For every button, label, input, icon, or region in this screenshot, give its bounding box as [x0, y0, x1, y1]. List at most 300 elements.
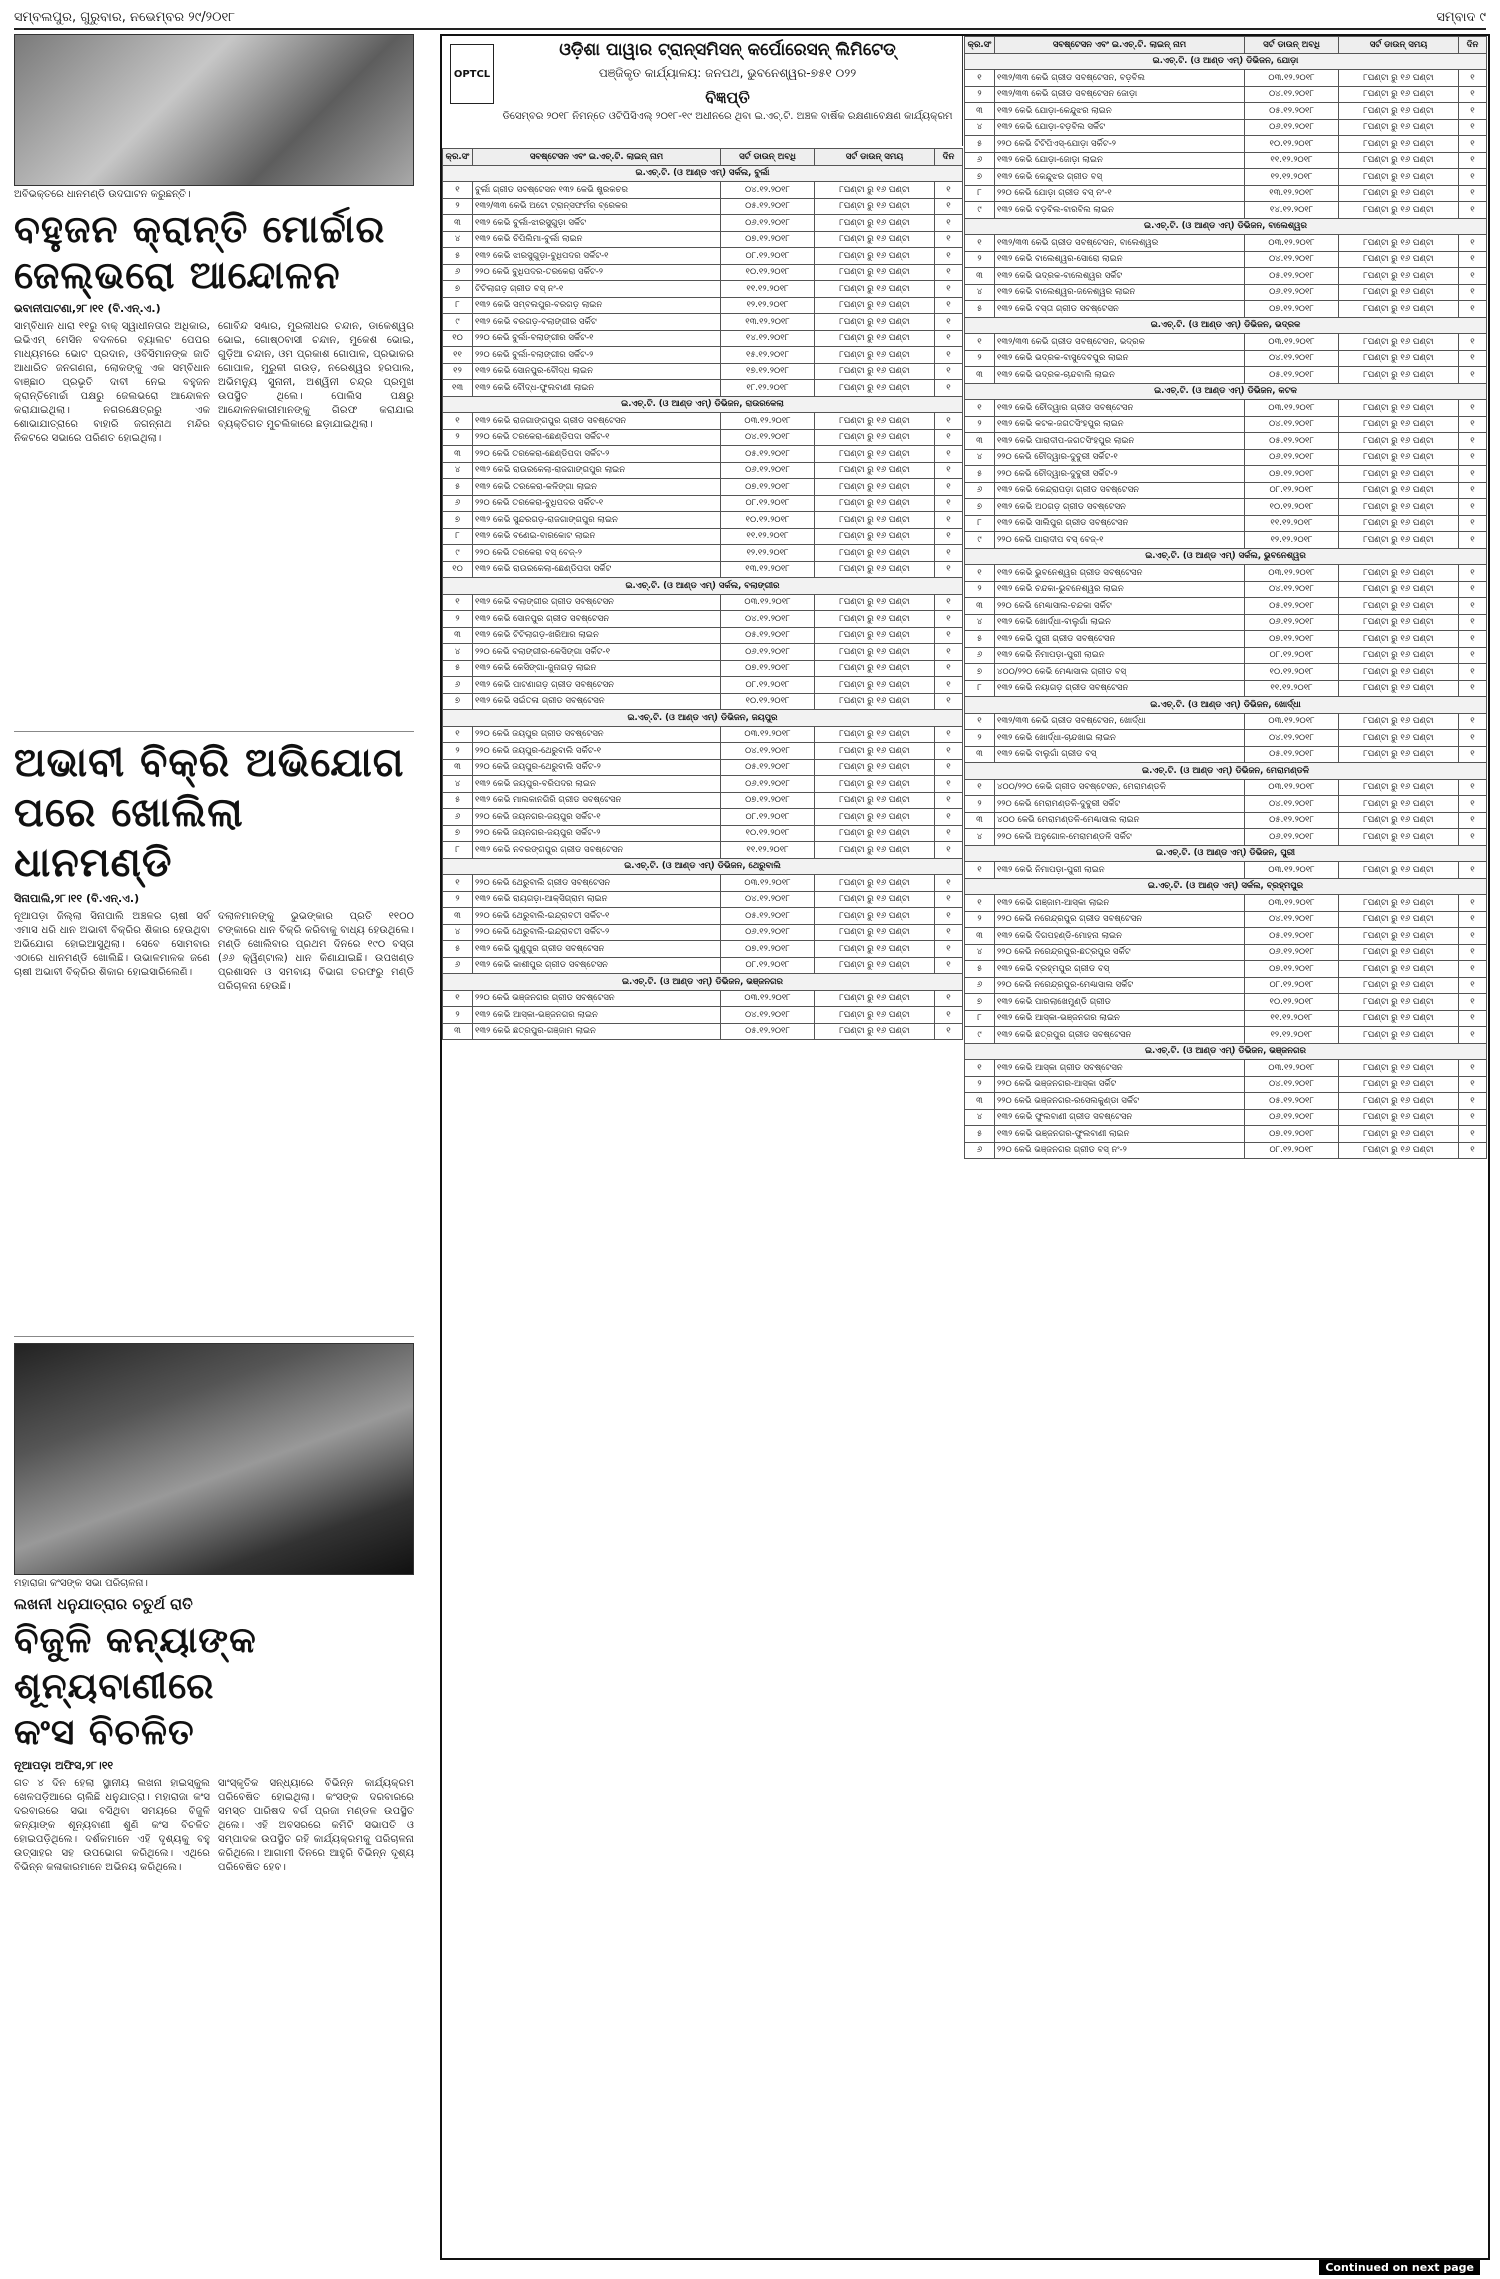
cell-date: ୦୮.୧୨.୨୦୧୮ [721, 809, 815, 826]
cell-sl: ୬ [965, 152, 995, 169]
table-row [965, 152, 1487, 169]
section-title: ଇ.ଏଚ୍.ଟି. (ଓ ଆଣ୍ଡ ଏମ୍) ଡିଭିଜନ, ପୁରୀ [965, 845, 1487, 862]
cell-line: ୨୨୦ କେଭି ଜୟପୁର-ଥେରୁବାଲି ସର୍କିଟ-୨ [473, 759, 721, 776]
cell-day: ୧ [935, 446, 963, 463]
table-row [443, 825, 963, 842]
cell-sl: ୧ [443, 990, 473, 1007]
cell-sl: ୯ [443, 545, 473, 562]
cell-date: ୦୬.୧୨.୨୦୧୮ [1245, 449, 1339, 466]
cell-day: ୧ [1459, 911, 1487, 928]
cell-line: ୧୩୨ କେଭି ଚୌଦ୍ୱାର ଗ୍ରୀଡ ସବଷ୍ଟେସନ [995, 400, 1245, 417]
cell-time: ୮ଘଣ୍ଟା ରୁ ୧୬ ଘଣ୍ଟା [1339, 334, 1459, 351]
cell-date: ୧୩.୧୨.୨୦୧୮ [721, 561, 815, 578]
table-row [443, 594, 963, 611]
cell-date: ୦୪.୧୨.୨୦୧୮ [1245, 730, 1339, 747]
cell-day: ୧ [1459, 136, 1487, 153]
shutdown-table-right [964, 36, 1487, 1159]
cell-time: ୮ଘଣ୍ଟା ରୁ ୧୬ ଘଣ୍ଟା [815, 1023, 935, 1040]
table-row [443, 330, 963, 347]
col-header: ଦିନ [1459, 37, 1487, 54]
headline: ଅଭାବୀ ବିକ୍ରି ଅଭିଯୋଗ ପରେ ଖୋଲିଲା ଧାନମଣ୍ଡି [14, 739, 405, 886]
cell-sl: ୫ [443, 792, 473, 809]
cell-date: ୧୦.୧୨.୨୦୧୮ [1245, 499, 1339, 516]
table-row [965, 466, 1487, 483]
cell-time: ୮ଘଣ୍ଟା ରୁ ୧୬ ଘଣ୍ଟା [815, 297, 935, 314]
cell-date: ୦୩.୧୨.୨୦୧୮ [1245, 334, 1339, 351]
cell-day: ୧ [1459, 532, 1487, 549]
photo-caption: ଅବିଭକ୍ତରେ ଧାନମଣ୍ଡି ଉଦଘାଟନ କରୁଛନ୍ତି। [14, 189, 191, 200]
table-row [443, 1023, 963, 1040]
cell-date: ୧୧.୧୨.୨୦୧୮ [1245, 680, 1339, 697]
cell-sl: ୨ [443, 891, 473, 908]
cell-date: ୧୫.୧୨.୨୦୧୮ [721, 347, 815, 364]
cell-time: ୮ଘଣ୍ଟା ରୁ ୧୬ ଘଣ୍ଟା [1339, 449, 1459, 466]
table-row [965, 647, 1487, 664]
table-row [443, 215, 963, 232]
cell-day: ୧ [935, 182, 963, 199]
cell-time: ୮ଘଣ୍ଟା ରୁ ୧୬ ଘଣ୍ଟା [1339, 1093, 1459, 1110]
cell-time: ୮ଘଣ୍ଟା ରୁ ୧୬ ଘଣ୍ଟା [1339, 268, 1459, 285]
table-row [965, 730, 1487, 747]
cell-sl: ୩ [965, 746, 995, 763]
cell-sl: ୨ [965, 581, 995, 598]
cell-date: ୧୧.୧୨.୨୦୧୮ [1245, 515, 1339, 532]
cell-time: ୮ଘଣ୍ଟା ରୁ ୧୬ ଘଣ୍ଟା [1339, 664, 1459, 681]
cell-sl: ୭ [965, 499, 995, 516]
cell-time: ୮ଘଣ୍ଟା ରୁ ୧୬ ଘଣ୍ଟା [1339, 136, 1459, 153]
cell-line: ୧୩୨ କେଭି ଭଦ୍ରକ-ବାଲେଶ୍ୱର ସର୍କିଟ [995, 268, 1245, 285]
table-row [443, 413, 963, 430]
cell-line: ୨୨୦ କେଭି ବୁଧିପଦର-ତରକେରା ସର୍କିଟ-୨ [473, 264, 721, 281]
cell-line: ୧୩୨ କେଭି ଭଞ୍ଜନଗର-ଫୁଲବାଣୀ ଲାଇନ [995, 1126, 1245, 1143]
cell-time: ୮ଘଣ୍ଟା ରୁ ୧୬ ଘଣ୍ଟା [815, 215, 935, 232]
cell-date: ୦୭.୧୨.୨୦୧୮ [1245, 466, 1339, 483]
shutdown-table-left [442, 148, 963, 1040]
cell-line: ୧୩୨ କେଭି ବଲାଙ୍ଗୀର ଗ୍ରୀଡ ସବଷ୍ଟେସନ [473, 594, 721, 611]
cell-sl: ୧ [965, 565, 995, 582]
cell-time: ୮ଘଣ୍ଟା ରୁ ୧୬ ଘଣ୍ଟା [1339, 1109, 1459, 1126]
section-row [965, 53, 1487, 70]
cell-time: ୮ଘଣ୍ଟା ରୁ ୧୬ ଘଣ୍ଟା [815, 561, 935, 578]
cell-date: ୦୩.୧୨.୨୦୧୮ [1245, 565, 1339, 582]
cell-day: ୧ [1459, 1142, 1487, 1159]
cell-sl: ୩ [443, 759, 473, 776]
cell-line: ୨୨୦ କେଭି ଚୌଦ୍ୱାର-ଦୁବୁରୀ ସର୍କିଟ-୧ [995, 449, 1245, 466]
cell-line: ୧୩୨ କେଭି ରାୟଗଡ଼ା-ଆକ୍ସିଗ୍ରାମ ଲାଇନ [473, 891, 721, 908]
table-row [965, 499, 1487, 516]
cell-date: ୧୦.୧୨.୨୦୧୮ [721, 512, 815, 529]
cell-time: ୮ଘଣ୍ଟା ରୁ ୧୬ ଘଣ୍ଟା [815, 462, 935, 479]
cell-line: ୨୨୦ କେଭି ଜୟନଗର-ଜୟପୁର ସର୍କିଟ-୧ [473, 809, 721, 826]
table-row [965, 598, 1487, 615]
cell-sl: ୩ [965, 433, 995, 450]
table-row [965, 944, 1487, 961]
cell-date: ୦୮.୧୨.୨୦୧୮ [721, 495, 815, 512]
cell-date: ୦୫.୧୨.୨୦୧୮ [1245, 598, 1339, 615]
cell-day: ୧ [1459, 70, 1487, 87]
cell-line: ୨୨୦ କେଭି ଯୋଡ଼ା ଗ୍ରୀଡ ବସ୍ ନଂ-୧ [995, 185, 1245, 202]
section-title: ଇ.ଏଚ୍.ଟି. (ଓ ଆଣ୍ଡ ଏମ୍) ଡିଭିଜନ, ମେରାମଣ୍ଡଳି [965, 763, 1487, 780]
cell-date: ୧୨.୧୨.୨୦୧୮ [721, 297, 815, 314]
cell-sl: ୫ [965, 631, 995, 648]
cell-line: ୧୩୨ କେଭି ଭଦ୍ରକ-ବାସୁଦେବପୁର ଲାଇନ [995, 350, 1245, 367]
cell-date: ୦୭.୧୨.୨୦୧୮ [721, 792, 815, 809]
cell-sl: ୮ [965, 680, 995, 697]
table-row [965, 251, 1487, 268]
cell-date: ୦୪.୧୨.୨୦୧୮ [721, 182, 815, 199]
cell-day: ୧ [935, 297, 963, 314]
cell-day: ୧ [935, 660, 963, 677]
section-row [443, 396, 963, 413]
section-row [965, 845, 1487, 862]
section-title: ଇ.ଏଚ୍.ଟି. (ଓ ଆଣ୍ଡ ଏମ୍) ସର୍କଲ, ବୁର୍ଲା [443, 165, 963, 182]
table-row [965, 1010, 1487, 1027]
kicker: ଲଖନୀ ଧନୁଯାତ୍ରାର ଚତୁର୍ଥ ରାତି [14, 1595, 193, 1613]
cell-time: ୮ଘଣ୍ଟା ରୁ ୧୬ ଘଣ୍ଟା [815, 627, 935, 644]
cell-date: ୦୪.୧୨.୨୦୧୮ [721, 1007, 815, 1024]
section-title: ଇ.ଏଚ୍.ଟି. (ଓ ଆଣ୍ଡ ଏମ୍) ସର୍କଲ, ବ୍ରହ୍ମପୁର [965, 878, 1487, 895]
table-row [965, 977, 1487, 994]
cell-day: ୧ [1459, 895, 1487, 912]
cell-sl: ୩ [965, 928, 995, 945]
cell-date: ୦୪.୧୨.୨୦୧୮ [1245, 86, 1339, 103]
cell-line: ୧୩୨ କେଭି କଟକ-ଜଗତସିଂହପୁର ଲାଇନ [995, 416, 1245, 433]
cell-day: ୧ [1459, 598, 1487, 615]
table-row [965, 169, 1487, 186]
cell-line: ୨୨୦ କେଭି ବୁର୍ଲା-ବଲାଙ୍ଗୀର ସର୍କିଟ-୨ [473, 347, 721, 364]
cell-day: ୧ [1459, 829, 1487, 846]
cell-line: ୧୩୨/୩୩ କେଭି ଗ୍ରୀଡ ସବଷ୍ଟେସନ, ବାଲେଶ୍ୱର [995, 235, 1245, 252]
table-row [965, 482, 1487, 499]
table-row [965, 994, 1487, 1011]
cell-date: ୦୫.୧୨.୨୦୧୮ [721, 1023, 815, 1040]
cell-date: ୦୩.୧୨.୨୦୧୮ [1245, 70, 1339, 87]
cell-sl: ୬ [965, 977, 995, 994]
section-row [965, 218, 1487, 235]
cell-date: ୦୪.୧୨.୨୦୧୮ [721, 611, 815, 628]
cell-date: ୦୩.୧୨.୨୦୧୮ [721, 875, 815, 892]
table-row [965, 581, 1487, 598]
cell-sl: ୭ [443, 281, 473, 298]
cell-day: ୧ [1459, 796, 1487, 813]
cell-sl: ୧୨ [443, 363, 473, 380]
cell-time: ୮ଘଣ୍ଟା ରୁ ୧୬ ଘଣ୍ଟା [1339, 466, 1459, 483]
cell-day: ୧ [1459, 86, 1487, 103]
cell-date: ୦୫.୧୨.୨୦୧୮ [1245, 928, 1339, 945]
cell-day: ୧ [935, 429, 963, 446]
cell-line: ୧୩୨ କେଭି ଆସ୍କା-ଭଞ୍ଜନଗର ଲାଇନ [995, 1010, 1245, 1027]
cell-line: ୧୩୨ କେଭି କାଶୀପୁର ଗ୍ରୀଡ ସବଷ୍ଟେସନ [473, 957, 721, 974]
table-row [965, 664, 1487, 681]
table-row [443, 363, 963, 380]
cell-time: ୮ଘଣ୍ଟା ରୁ ୧୬ ଘଣ୍ଟା [1339, 631, 1459, 648]
cell-day: ୧ [935, 644, 963, 661]
cell-sl: ୬ [443, 809, 473, 826]
table-row [443, 429, 963, 446]
cell-day: ୧ [935, 545, 963, 562]
cell-line: ୪୦୦/୨୨୦ କେଭି ମେଣ୍ଢାସାଲ ଗ୍ରୀଡ ବସ୍ [995, 664, 1245, 681]
cell-sl: ୧୦ [443, 561, 473, 578]
cell-line: ୧୩୨ କେଭି ଯୋଡ଼ା-ବଡ଼ବିଲ ସର୍କିଟ [995, 119, 1245, 136]
table-row [443, 198, 963, 215]
cell-line: ୨୨୦ କେଭି ଜୟପୁର-ଥେରୁବାଲି ସର୍କିଟ-୧ [473, 743, 721, 760]
cell-sl: ୧୧ [443, 347, 473, 364]
page-number: ସମ୍ବାଦ ୯ [1436, 9, 1486, 25]
section-title: ଇ.ଏଚ୍.ଟି. (ଓ ଆଣ୍ଡ ଏମ୍) ସର୍କଲ, ବଲାଙ୍ଗୀର [443, 578, 963, 595]
cell-sl: ୮ [965, 515, 995, 532]
cell-line: ୧୩୨ କେଭି ଛତ୍ରପୁର-ଗଞ୍ଜାମ ଲାଇନ [473, 1023, 721, 1040]
cell-date: ୦୮.୧୨.୨୦୧୮ [1245, 977, 1339, 994]
continued-label: Continued on next page [1319, 2260, 1480, 2275]
cell-line: ୧୩୨ କେଭି ଭଦ୍ରକ-ଚାନ୍ଦବାଲି ଲାଇନ [995, 367, 1245, 384]
table-row [443, 231, 963, 248]
cell-day: ୧ [935, 215, 963, 232]
cell-date: ୦୩.୧୨.୨୦୧୮ [1245, 779, 1339, 796]
cell-day: ୧ [935, 330, 963, 347]
cell-line: ୧୩୨ କେଭି ମାଲକାନଗିରି ଗ୍ରୀଡ ସବଷ୍ଟେସନ [473, 792, 721, 809]
cell-sl: ୨ [965, 251, 995, 268]
col-header: ସର୍ଟ ଡାଉନ୍ ସମୟ [815, 149, 935, 166]
cell-date: ୦୪.୧୨.୨୦୧୮ [1245, 350, 1339, 367]
cell-time: ୮ଘଣ୍ଟା ରୁ ୧୬ ଘଣ୍ଟା [815, 446, 935, 463]
cell-line: ୧୩୨ କେଭି ଜୟପୁର-ବରିପଦର ଲାଇନ [473, 776, 721, 793]
cell-time: ୮ଘଣ୍ଟା ରୁ ୧୬ ଘଣ୍ଟା [1339, 202, 1459, 219]
table-row [965, 202, 1487, 219]
cell-time: ୮ଘଣ୍ଟା ରୁ ୧୬ ଘଣ୍ଟା [1339, 779, 1459, 796]
cell-date: ୧୧.୧୨.୨୦୧୮ [1245, 1010, 1339, 1027]
cell-date: ୦୪.୧୨.୨୦୧୮ [1245, 251, 1339, 268]
table-row [965, 1126, 1487, 1143]
table-row [443, 264, 963, 281]
cell-line: ୧୩୨ କେଭି ରାଉରକେଲା-ରାଜଗାଙ୍ଗପୁର ଲାଇନ [473, 462, 721, 479]
cell-day: ୧ [935, 809, 963, 826]
cell-line: ୧୩୨/୩୩ କେଭି ଗ୍ରୀଡ ସବଷ୍ଟେସନ ଜୋଡ଼ା [995, 86, 1245, 103]
cell-line: ୧୩୨ କେଭି ରାଜଗାଙ୍ଗପୁର ଗ୍ରୀଡ ସବଷ୍ଟେସନ [473, 413, 721, 430]
cell-date: ୦୩.୧୨.୨୦୧୮ [721, 594, 815, 611]
cell-sl: ୨ [965, 796, 995, 813]
cell-date: ୦୬.୧୨.୨୦୧୮ [1245, 119, 1339, 136]
table-row [965, 433, 1487, 450]
cell-time: ୮ଘଣ୍ଟା ରୁ ୧୬ ଘଣ୍ଟା [815, 792, 935, 809]
table-row [443, 990, 963, 1007]
cell-time: ୮ଘଣ୍ଟା ରୁ ୧୬ ଘଣ୍ଟା [815, 776, 935, 793]
cell-sl: ୧ [443, 413, 473, 430]
col-header: ସବଷ୍ଟେସନ ଏବଂ ଇ.ଏଚ୍.ଟି. ଲାଇନ୍ ନାମ [473, 149, 721, 166]
cell-time: ୮ଘଣ୍ଟା ରୁ ୧୬ ଘଣ୍ଟା [1339, 1142, 1459, 1159]
section-row [965, 548, 1487, 565]
cell-time: ୮ଘଣ୍ଟା ରୁ ୧୬ ଘଣ୍ଟା [1339, 1010, 1459, 1027]
table-row [443, 495, 963, 512]
cell-date: ୧୧.୧୨.୨୦୧୮ [721, 842, 815, 859]
cell-date: ୧୪.୧୨.୨୦୧୮ [721, 330, 815, 347]
cell-day: ୧ [1459, 1060, 1487, 1077]
cell-time: ୮ଘଣ୍ଟା ରୁ ୧୬ ଘଣ୍ଟା [815, 644, 935, 661]
cell-sl: ୩ [965, 598, 995, 615]
cell-line: ୧୩୨ କେଭି ଚନ୍ଦକା-ଭୁବନେଶ୍ୱର ଲାଇନ [995, 581, 1245, 598]
cell-line: ୧୩୨ କେଭି ତରକେରା-କଳିଙ୍ଗା ଲାଇନ [473, 479, 721, 496]
cell-day: ୧ [935, 792, 963, 809]
cell-day: ୧ [1459, 482, 1487, 499]
notice-header [442, 36, 963, 146]
cell-time: ୮ଘଣ୍ଟା ରୁ ୧୬ ଘଣ୍ଟା [815, 429, 935, 446]
table-row [965, 86, 1487, 103]
table-row [965, 284, 1487, 301]
cell-day: ୧ [935, 281, 963, 298]
table-row [443, 743, 963, 760]
cell-sl: ୬ [443, 957, 473, 974]
cell-date: ୦୭.୧୨.୨୦୧୮ [1245, 961, 1339, 978]
table-row [443, 528, 963, 545]
section-title: ଇ.ଏଚ୍.ଟି. (ଓ ଆଣ୍ଡ ଏମ୍) ଡିଭିଜନ, ଥେରୁବାଲି [443, 858, 963, 875]
table-row [965, 334, 1487, 351]
table-row [965, 367, 1487, 384]
cell-line: ୧୩୨ କେଭି ବୌଦ୍ଧ-ଫୁଲବାଣୀ ଲାଇନ [473, 380, 721, 397]
cell-line: ୧୩୨ କେଭି ଆସ୍କା ଗ୍ରୀଡ ସବଷ୍ଟେସନ [995, 1060, 1245, 1077]
cell-date: ୧୨.୧୨.୨୦୧୮ [721, 545, 815, 562]
table-row [443, 776, 963, 793]
table-row [443, 842, 963, 859]
cell-date: ୦୭.୧୨.୨୦୧୮ [721, 231, 815, 248]
cell-day: ୧ [1459, 713, 1487, 730]
cell-time: ୮ଘଣ୍ଟା ରୁ ୧୬ ଘଣ୍ଟା [1339, 680, 1459, 697]
table-row [965, 136, 1487, 153]
cell-day: ୧ [1459, 515, 1487, 532]
cell-time: ୮ଘଣ୍ଟା ରୁ ୧୬ ଘଣ୍ଟା [1339, 103, 1459, 120]
dateline: ସିନାପାଲି,୨୮।୧୧ (ବି.ଏନ୍.ଏ.) [14, 892, 140, 905]
cell-time: ୮ଘଣ୍ଟା ରୁ ୧୬ ଘଣ୍ଟା [1339, 961, 1459, 978]
cell-date: ୦୩.୧୨.୨୦୧୮ [721, 990, 815, 1007]
cell-sl: ୮ [965, 185, 995, 202]
cell-line: ୨୨୦ କେଭି ମେଣ୍ଢାସାଲ-ଚନ୍ଦକା ସର୍କିଟ [995, 598, 1245, 615]
cell-line: ୧୩୨ କେଭି ବାଲେଶ୍ୱର-ସୋରୋ ଲାଇନ [995, 251, 1245, 268]
table-row [443, 380, 963, 397]
table-row [443, 479, 963, 496]
cell-day: ୧ [1459, 961, 1487, 978]
cell-day: ୧ [1459, 1010, 1487, 1027]
cell-sl: ୫ [443, 248, 473, 265]
cell-sl: ୪ [443, 462, 473, 479]
cell-date: ୦୬.୧୨.୨୦୧୮ [721, 215, 815, 232]
table-row [965, 268, 1487, 285]
cell-time: ୮ଘଣ୍ଟା ରୁ ୧୬ ଘଣ୍ଟା [815, 924, 935, 941]
cell-date: ୧୮.୧୨.୨୦୧୮ [721, 380, 815, 397]
cell-time: ୮ଘଣ୍ଟା ରୁ ୧୬ ଘଣ୍ଟା [815, 693, 935, 710]
col-header: ସବଷ୍ଟେସନ ଏବଂ ଇ.ଏଚ୍.ଟି. ଲାଇନ୍ ନାମ [995, 37, 1245, 54]
table-row [443, 561, 963, 578]
cell-day: ୧ [1459, 944, 1487, 961]
cell-line: ୧୩୨ କେଭି ଭୁବନେଶ୍ୱର ଗ୍ରୀଡ ସବଷ୍ଟେସନ [995, 565, 1245, 582]
table-row [443, 792, 963, 809]
cell-sl: ୧ [965, 70, 995, 87]
article-body: ନୂଆପଡ଼ା ଜିଲ୍ଲା ସିନାପାଲି ଅଞ୍ଚଳର ଚାଷୀ ସର୍ବ ଏମାସ ଧରି ଧାନ ଅଭାବୀ ବିକ୍ରିର ଶିକାର ହେଉଥିବା ଅଭିଯୋଗ ହୋଇଆସୁଥିଲା। ସେବେ ସୋମବାର ଏଠାରେ ଧାନମଣ୍ଡି ଖୋଲିଛି। ଉଭାଳମାଳକ ଜଣେ ଚାଷୀ ଅଭାବୀ ବିକ୍ରିର ଶିକାର ହୋଇସାରିଲେଣି। ଦଲାଳମାନଙ୍କୁ ଭୁଭଙ୍କାର ପ୍ରତି ୧୧୦୦ ଟଙ୍କାରେ ଧାନ ବିକ୍ରି କରିବାକୁ ବାଧ୍ୟ ହେଉଥିଲେ। ମଣ୍ଡି ଖୋଲିବାର ପ୍ରଥମ ଦିନରେ ୧୯୦ ବସ୍ତା (୬୬ କ୍ୱିଣ୍ଟାଲ) ଧାନ କିଣାଯାଇଛି। ଉପଖଣ୍ଡ ପ୍ରଶାସନ ଓ ସମବାୟ ବିଭାଗ ତରଫରୁ ମଣ୍ଡି ପରିଚାଳନା ହେଉଛି। [14, 911, 414, 992]
cell-sl: ୩ [965, 812, 995, 829]
article-body: ସାମ୍ବିଧାନ ଧାରା ୧୧ରୁ ବାକ୍ ସ୍ୱାଧୀନତାର ଅଧିକାର, ଇଭିଏମ୍ ମେସିନ ବଦଳରେ ବ୍ୟାଲଟ ପେପର ମାଧ୍ୟମରେ ଭୋଟ ପ୍ରଦାନ, ଓବିସିମାନଙ୍କ ଜାତି ଆଧାରିତ ଜନଗଣନା, ଲୋକଙ୍କୁ ଏକ ସମ୍ବିଧାନ ବାଞ୍ଛାଠ ପ୍ରଭୃତି ଦାବୀ ନେଇ ବହୁଜନ କ୍ରାନ୍ତିମୋର୍ଚ୍ଚା ପକ୍ଷରୁ ଜେଲଭରୋ ଆନ୍ଦୋଳନ କରାଯାଇଥିଲା। ନଗରକ୍ଷେତ୍ରରୁ ଏକ ଶୋଭାଯାତ୍ରାରେ ବାହାରି ଜଗନ୍ନାଥ ମନ୍ଦିର ନିକଟରେ ସଭାରେ ପରିଣତ ହୋଇଥିଲା। ଗୋବିନ୍ଦ ସଣ୍ଢାର, ମୁରଲୀଧର ଚନ୍ଦାନ, ଡାକେଶ୍ୱର ଭୋଇ, ଗୋଷ୍ଠବାସୀ ଚନ୍ଦାନ, ମୁକେଶ ଭୋଇ, ଗୁଡ଼ିଆ ଚନ୍ଦାନ, ଓମ ପ୍ରକାଶ ଗୋପାଳ, ପ୍ରଭାକର ଗୋପାଳ, ମୁରୁଳୀ ଗଉଡ଼, ନରେଶ୍ୱର ହରପାଲ, ଅଭିମନ୍ୟୁ ସୁନାନୀ, ଅଶ୍ୱିନୀ ଚନ୍ଦ୍ର ପ୍ରମୁଖ ଉପସ୍ଥିତ ଥିଲେ। ପୋଲିସ ପକ୍ଷରୁ ଆନ୍ଦୋଳନକାରୀମାନଙ୍କୁ ଗିରଫ କରାଯାଇ ବ୍ୟକ୍ତିଗତ ମୁଚଲିକାରେ ଛଡ଼ାଯାଇଥିଲା। [14, 321, 414, 444]
cell-day: ୧ [1459, 664, 1487, 681]
cell-day: ୧ [935, 611, 963, 628]
cell-line: ୧୩୨ କେଭି ଦିଗପହଣ୍ଡି-ମୋହନା ଲାଇନ [995, 928, 1245, 945]
cell-date: ୧୦.୧୨.୨୦୧୮ [1245, 136, 1339, 153]
cell-date: ୦୩.୧୨.୨୦୧୮ [721, 413, 815, 430]
cell-line: ୨୨୦ କେଭି ଭଞ୍ଜନଗର ଗ୍ରୀଡ ବସ୍ ନଂ-୨ [995, 1142, 1245, 1159]
cell-sl: ୫ [443, 941, 473, 958]
table-row [965, 449, 1487, 466]
cell-time: ୮ଘଣ୍ଟା ରୁ ୧୬ ଘଣ୍ଟା [815, 363, 935, 380]
cell-date: ୦୬.୧୨.୨୦୧୮ [1245, 944, 1339, 961]
cell-line: ୧୩୨/୩୩ କେଭି ଗ୍ରୀଡ ସବଷ୍ଟେସନ, ଭଦ୍ରକ [995, 334, 1245, 351]
cell-time: ୮ଘଣ୍ଟା ରୁ ୧୬ ଘଣ୍ଟା [1339, 416, 1459, 433]
cell-line: ୨୨୦ କେଭି ଥେରୁବାଲି ଗ୍ରୀଡ ସବଷ୍ଟେସନ [473, 875, 721, 892]
cell-sl: ୧ [965, 235, 995, 252]
cell-time: ୮ଘଣ୍ଟା ରୁ ୧୬ ଘଣ୍ଟା [815, 891, 935, 908]
cell-day: ୧ [935, 875, 963, 892]
cell-sl: ୨ [443, 1007, 473, 1024]
cell-day: ୧ [1459, 928, 1487, 945]
cell-line: ୨୨୦ କେଭି ଅନୁଗୋଳ-ମେରାମଣ୍ଡଳି ସର୍କିଟ [995, 829, 1245, 846]
cell-sl: ୩ [965, 367, 995, 384]
cell-time: ୮ଘଣ୍ଟା ରୁ ୧୬ ଘଣ୍ଟା [1339, 532, 1459, 549]
cell-day: ୧ [1459, 449, 1487, 466]
cell-sl: ୪ [965, 944, 995, 961]
cell-day: ୧ [1459, 334, 1487, 351]
cell-sl: ୧ [965, 334, 995, 351]
cell-date: ୧୦.୧୨.୨୦୧୮ [721, 264, 815, 281]
table-row [965, 1109, 1487, 1126]
cell-day: ୧ [935, 825, 963, 842]
cell-sl: ୭ [443, 825, 473, 842]
cell-day: ୧ [935, 1023, 963, 1040]
cell-line: ୧୩୨ କେଭି ବଡ଼ବିଲ-ବାରବିଲ ଲାଇନ [995, 202, 1245, 219]
cell-time: ୮ଘଣ୍ଟା ରୁ ୧୬ ଘଣ୍ଟା [815, 281, 935, 298]
cell-date: ୦୪.୧୨.୨୦୧୮ [721, 743, 815, 760]
cell-time: ୮ଘଣ୍ଟା ରୁ ୧୬ ଘଣ୍ଟା [1339, 944, 1459, 961]
cell-sl: ୯ [965, 202, 995, 219]
cell-day: ୧ [1459, 862, 1487, 879]
cell-date: ୦୭.୧୨.୨୦୧୮ [1245, 301, 1339, 318]
cell-day: ୧ [1459, 581, 1487, 598]
col-header: ସର୍ଟ ଡାଉନ୍ ଅବଧି [721, 149, 815, 166]
table-row [965, 911, 1487, 928]
cell-sl: ୧ [443, 182, 473, 199]
table-row [965, 862, 1487, 879]
cell-date: ୧୦.୧୨.୨୦୧୮ [1245, 994, 1339, 1011]
cell-date: ୦୫.୧୨.୨୦୧୮ [721, 446, 815, 463]
cell-time: ୮ଘଣ୍ଟା ରୁ ୧୬ ଘଣ୍ଟା [1339, 614, 1459, 631]
cell-line: ୧୩୨ କେଭି ଝାରସୁଗୁଡ଼ା-ବୁଧିପଦର ସର୍କିଟ-୧ [473, 248, 721, 265]
cell-line: ୧୩୨ କେଭି ଫୁଲବାଣୀ ଗ୍ରୀଡ ସବଷ୍ଟେସନ [995, 1109, 1245, 1126]
cell-date: ୦୭.୧୨.୨୦୧୮ [721, 479, 815, 496]
cell-line: ୧୩୨ କେଭି ପୁରୀ ଗ୍ରୀଡ ସବଷ୍ଟେସନ [995, 631, 1245, 648]
divider [14, 731, 414, 732]
cell-date: ୦୪.୧୨.୨୦୧୮ [1245, 416, 1339, 433]
table-row [443, 347, 963, 364]
cell-time: ୮ଘଣ୍ଟା ରୁ ୧୬ ଘଣ୍ଟା [815, 809, 935, 826]
optcl-logo: OPTCL [450, 44, 494, 104]
cell-line: ୨୨୦ କେଭି ତରକେରା-ଛେଣ୍ଡିପଦା ସର୍କିଟ-୧ [473, 429, 721, 446]
table-row [965, 70, 1487, 87]
cell-time: ୮ଘଣ୍ଟା ରୁ ୧୬ ଘଣ୍ଟା [1339, 515, 1459, 532]
cell-date: ୦୮.୧୨.୨୦୧୮ [721, 248, 815, 265]
cell-line: ଟିଟିଲାଗଡ଼ ଗ୍ରୀଡ ବସ୍ ନଂ-୧ [473, 281, 721, 298]
cell-sl: ୧ [965, 1060, 995, 1077]
cell-time: ୮ଘଣ୍ଟା ରୁ ୧୬ ଘଣ୍ଟା [815, 330, 935, 347]
table-row [443, 1007, 963, 1024]
cell-day: ୧ [1459, 466, 1487, 483]
section-title: ଇ.ଏଚ୍.ଟି. (ଓ ଆଣ୍ଡ ଏମ୍) ଡିଭିଜନ, ଯୋଡ଼ା [965, 53, 1487, 70]
cell-date: ୦୮.୧୨.୨୦୧୮ [721, 957, 815, 974]
col-header: ସର୍ଟ ଡାଉନ୍ ଅବଧି [1245, 37, 1339, 54]
cell-sl: ୪ [965, 284, 995, 301]
cell-day: ୧ [1459, 647, 1487, 664]
